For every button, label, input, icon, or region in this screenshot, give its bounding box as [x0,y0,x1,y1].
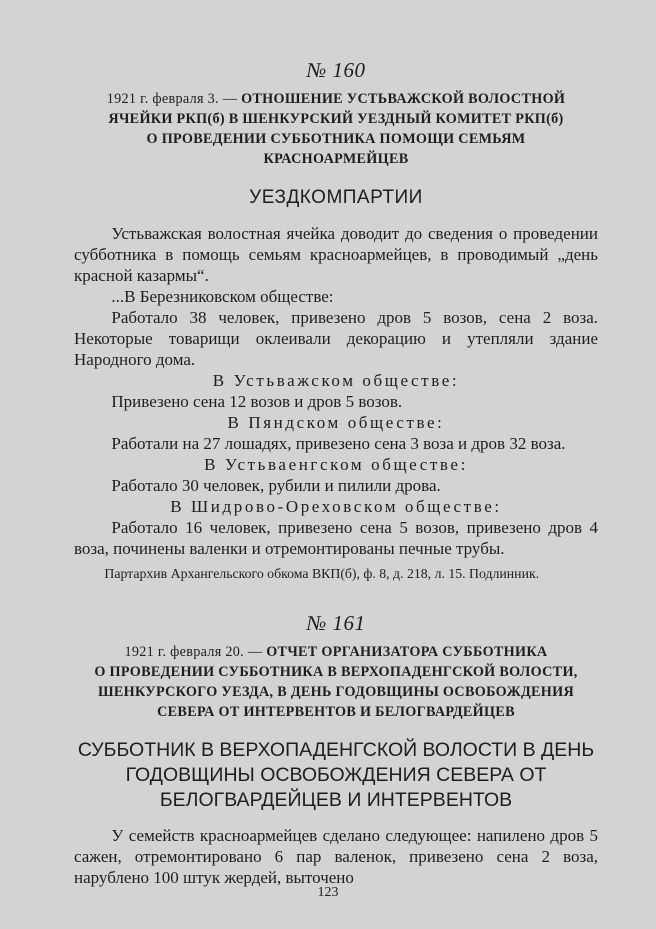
section-label: В Шидрово-Ореховском обществе: [170,497,502,516]
section-label: ...В Березниковском обществе: [111,287,334,306]
document-number: № 160 [306,58,366,82]
document-heading [74,642,598,722]
body-paragraph: Работало 30 человек, рубили и пилили дрова. [111,476,441,495]
document-number: № 161 [306,611,366,635]
document-title [74,738,598,813]
heading-line: О ПРОВЕДЕНИИ СУББОТНИКА В ВЕРХОПАДЕНГСКОЙ ВОЛОСТИ, [94,664,578,680]
body-paragraph: Работало 16 человек, привезено сена 5 возов, привезено дров 4 воза, починены валенки и отремонтированы печные трубы. [74,518,598,558]
body-paragraph: Работало 38 человек, привезено дров 5 возов, сена 2 воза. Некоторые товарищи оклеивали декорацию и утепляли здание Народного дома. [74,308,598,369]
heading-date: 1921 г. февраля 20. — [124,644,263,660]
body-paragraph: У семейств красноармейцев сделано следующее: напилено дров 5 сажен, отремонтировано 6 пар валенок, привезено сена 2 воза, нарублено 100 штук жердей, выточено [74,826,598,887]
section-label: В Пяндском обществе: [227,413,445,432]
body-paragraph: Привезено сена 12 возов и дров 5 возов. [111,392,403,411]
title-line: ГОДОВЩИНЫ ОСВОБОЖДЕНИЯ СЕВЕРА ОТ [125,764,547,786]
title-line: БЕЛОГВАРДЕЙЦЕВ И ИНТЕРВЕНТОВ [159,789,513,811]
section-label: В Устьважском обществе: [212,371,460,390]
body-paragraph: Работали на 27 лошадях, привезено сена 3 воза и дров 32 воза. [111,434,566,453]
document-161 [74,611,598,888]
page-number: 123 [317,885,339,900]
heading-line: ШЕНКУРСКОГО УЕЗДА, В ДЕНЬ ГОДОВЩИНЫ ОСВОБОЖДЕНИЯ [97,684,575,700]
document-160 [74,58,598,583]
archive-source: Партархив Архангельского обкома ВКП(б), ф. 8, д. 218, л. 15. Подлинник. [104,566,540,581]
heading-line: СЕВЕРА ОТ ИНТЕРВЕНТОВ И БЕЛОГВАРДЕЙЦЕВ [157,704,515,720]
heading-line [74,642,598,662]
heading-line: О ПРОВЕДЕНИИ СУББОТНИКА ПОМОЩИ СЕМЬЯМ [146,131,526,147]
heading-line: ЯЧЕЙКИ РКП(б) В ШЕНКУРСКИЙ УЕЗДНЫЙ КОМИТЕТ РКП(б) [108,111,564,127]
body-paragraph: Устьважская волостная ячейка доводит до сведения о проведении субботника в помощь семьям красноармейцев, в проводимый „день красной казармы“. [74,224,598,285]
heading-line [74,89,598,109]
heading-line: КРАСНОАРМЕЙЦЕВ [263,151,409,167]
document-title: УЕЗДКОМПАРТИИ [249,187,423,208]
section-gap [74,583,598,611]
document-heading [74,89,598,169]
section-label: В Устьваенгском обществе: [204,455,468,474]
title-line: СУББОТНИК В ВЕРХОПАДЕНГСКОЙ ВОЛОСТИ В ДЕНЬ [77,739,595,761]
heading-line-text: ОТНОШЕНИЕ УСТЬВАЖСКОЙ ВОЛОСТНОЙ [241,91,566,107]
heading-line-text: ОТЧЕТ ОРГАНИЗАТОРА СУББОТНИКА [266,644,548,660]
heading-date: 1921 г. февраля 3. — [106,91,238,107]
